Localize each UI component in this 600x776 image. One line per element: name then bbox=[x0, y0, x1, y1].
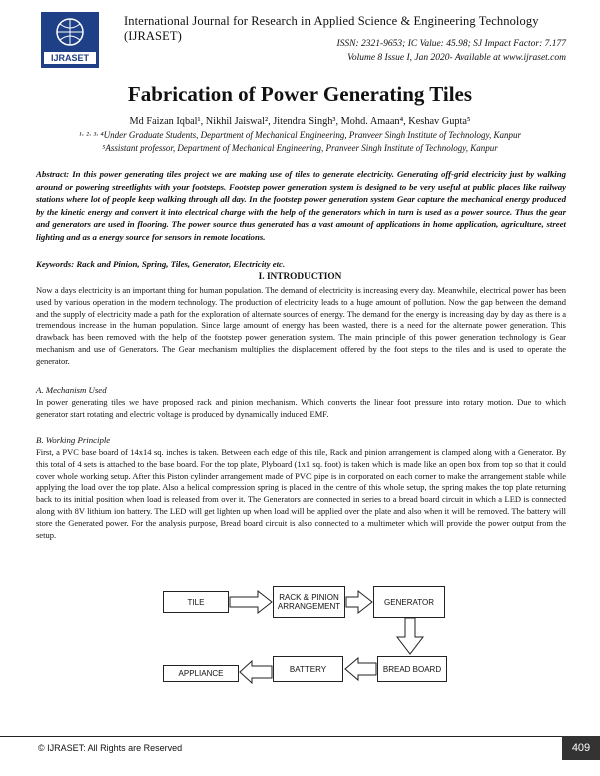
section-heading-introduction: I. INTRODUCTION bbox=[258, 272, 342, 282]
journal-logo bbox=[38, 10, 102, 70]
abstract: Abstract: In this power generating tiles project we are making use of tiles to generate electricity. Generating off-grid electricity just by walking around or powering streetlights with your footsteps. Footstep power generation system is designed to be very useful at public places like railway stations where lot of people keep walking through all day. In the footstep power generation system Gear capture the mechanical energy produced by the kinetic energy and convert it into electrical charge with the help of the generators which in turn is used as a power source. Thus the gear and generators are used in flooring. The power source thus generated has a vast amount of applications in home application, agriculture, street lighting and as a energy source for sensors in remote locations. bbox=[36, 169, 566, 242]
flow-box-appliance: APPLIANCE bbox=[163, 665, 239, 682]
paper-title: Fabrication of Power Generating Tiles bbox=[127, 82, 473, 106]
volume-line: Volume 8 Issue I, Jan 2020- Available at www.ijraset.com bbox=[347, 53, 566, 63]
flow-box-generator: GENERATOR bbox=[373, 586, 445, 618]
flow-box-tile: TILE bbox=[163, 591, 229, 613]
subsection-b-paragraph: First, a PVC base board of 14x14 sq. inches is taken. Between each edge of this tile, Rack and pinion arrangement is clamped along with a Generator. By this total of 4 sets is attached to the base board. For the top plate, Plyboard (1x1 sq. foot) is taken which is made like an open box from top so that it could cover whole working setup. After this Piston cylinder arrangement made of PVC pipe is in corporated on each corner to make the arrangement stable while applying the load over the top plate. Also a helical compression spring is placed in the centre of this whole setup, the spring makes the top plate returning back to its initial position when load is released from over it. The Generators are connected in series to a bread board circuit in which a LED is connected along with 8V lithium ion battery. The LED will get lighten up when load will be applied over the plate and also when it will be removed. The battery will store the Generated power. For the analysis purpose, Bread board circuit is also connected to a multimeter which will provide the power output from the setup. bbox=[36, 447, 566, 540]
logo-text: IJRASET bbox=[50, 53, 90, 63]
flow-box-rack-pinion: RACK & PINION ARRANGEMENT bbox=[273, 586, 345, 618]
subsection-a-heading: A. Mechanism Used bbox=[36, 385, 107, 395]
arrow-generator-to-breadboard bbox=[397, 618, 423, 654]
intro-paragraph: Now a days electricity is an important thing for human population. The demand of electricity is increasing every day. Meanwhile, electrical power has been used by various operation in the modern technology. The production of electricity leads to a huge amount of pollution. Now the gap between the demand and the supply of electricity made a path for the exploration of alternate sources of energy. The demand for the energy is increasing day by day as there is a tremendous increase in the human population. Since large amount of energy has been wasted, there is a need for the alternate power generation. This drawback has been removed with the help of the footstep power generation system. The main principle of this power generation technology is Gear mechanism and use of Generators. The Gear mechanism multiplies the displacement offered by the foot steps to the tiles and is used to operate the generator. bbox=[36, 285, 566, 366]
arrow-tile-to-rack bbox=[230, 591, 272, 613]
subsection-b-heading: B. Working Principle bbox=[36, 435, 111, 445]
arrow-breadboard-to-battery bbox=[345, 658, 376, 680]
arrow-battery-to-appliance bbox=[240, 661, 272, 683]
keywords: Keywords: Rack and Pinion, Spring, Tiles, Generator, Electricity etc. bbox=[36, 259, 286, 269]
author-list: Md Faizan Iqbal¹, Nikhil Jaiswal², Jitendra Singh³, Mohd. Amaan⁴, Keshav Gupta⁵ bbox=[129, 116, 471, 127]
flow-box-bread-board: BREAD BOARD bbox=[377, 656, 447, 682]
page-number: 409 bbox=[562, 736, 600, 760]
affiliation-2: ⁵Assistant professor, Department of Mechanical Engineering, Pranveer Singh Institute of Technology, Kanpur bbox=[102, 143, 498, 153]
footer-copyright: © IJRASET: All Rights are Reserved bbox=[38, 743, 183, 753]
journal-name: International Journal for Research in Applied Science & Engineering Technology (IJRASET) bbox=[124, 14, 539, 43]
flow-box-battery: BATTERY bbox=[273, 656, 343, 682]
affiliation-1: ¹· ²· ³· ⁴Under Graduate Students, Department of Mechanical Engineering, Pranveer Singh Institute of Technology, Kanpur bbox=[78, 130, 522, 140]
arrow-rack-to-generator bbox=[346, 591, 372, 613]
issn-line: ISSN: 2321-9653; IC Value: 45.98; SJ Impact Factor: 7.177 bbox=[336, 39, 566, 49]
subsection-a-paragraph: In power generating tiles we have proposed rack and pinion mechanism. Which converts the linear foot pressure into rotary motion. Due to which generator start rotating and electric voltage is produced by dynamically induced EMF. bbox=[36, 397, 566, 419]
footer-divider bbox=[0, 736, 600, 737]
